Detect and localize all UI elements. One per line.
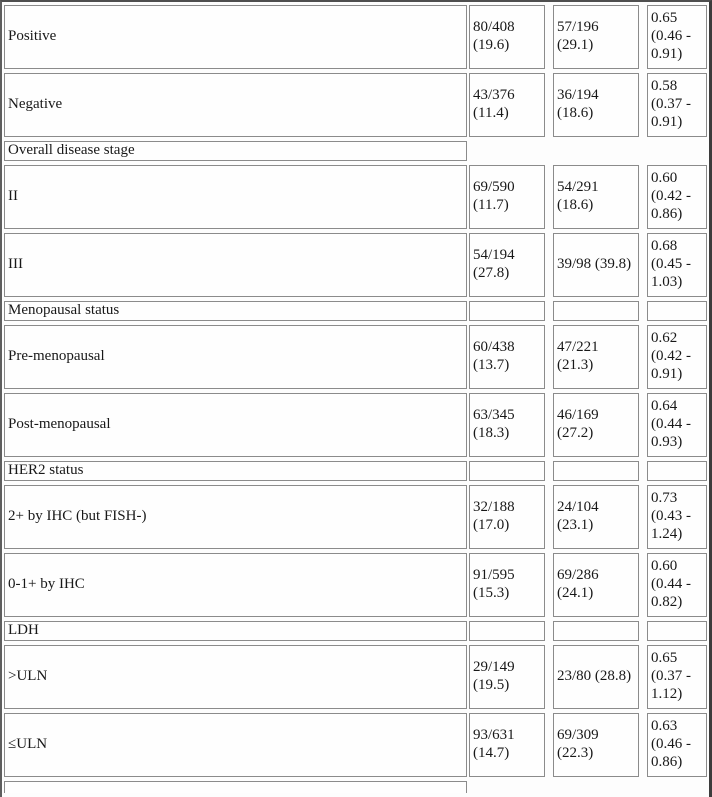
section-label-cell-text: Menopausal status <box>8 302 120 319</box>
category-cell-text: >ULN <box>8 668 48 685</box>
empty-cell <box>553 301 639 321</box>
category-cell <box>4 485 467 549</box>
events-col-b-cell <box>553 73 639 137</box>
events-col-b-cell-text: 39/98 (39.8) <box>557 256 632 273</box>
table-row <box>4 325 707 389</box>
hazard-ratio-cell-text: 0.73 (0.43 - 1.24) <box>651 490 691 542</box>
events-col-a-cell-text: 43/376 (11.4) <box>473 87 515 121</box>
events-col-a-cell-text: 91/595 (15.3) <box>473 567 515 601</box>
events-col-b-cell <box>553 325 639 389</box>
category-cell <box>4 393 467 457</box>
category-cell-text: Pre-menopausal <box>8 348 105 365</box>
events-col-a-cell <box>469 485 545 549</box>
empty-cell <box>553 461 639 481</box>
hazard-ratio-cell-text: 0.62 (0.42 - 0.91) <box>651 330 691 382</box>
events-col-b-cell-text: 36/194 (18.6) <box>557 87 599 121</box>
events-col-a-cell-text: 69/590 (11.7) <box>473 179 515 213</box>
hazard-ratio-cell <box>647 393 707 457</box>
events-col-a-cell-text: 60/438 (13.7) <box>473 339 515 373</box>
hazard-ratio-cell <box>647 553 707 617</box>
section-header-row <box>4 301 707 321</box>
category-cell <box>4 325 467 389</box>
hazard-ratio-cell <box>647 645 707 709</box>
partial-cutoff-row <box>4 781 707 793</box>
hazard-ratio-cell <box>647 485 707 549</box>
category-cell-text: Post-menopausal <box>8 416 111 433</box>
category-cell <box>4 645 467 709</box>
events-col-b-cell-text: 23/80 (28.8) <box>557 668 632 685</box>
events-col-b-cell <box>553 393 639 457</box>
section-label-cell-text: HER2 status <box>8 462 84 479</box>
category-cell-text: 2+ by IHC (but FISH-) <box>8 508 147 525</box>
section-label-cell-text: LDH <box>8 622 39 639</box>
events-col-a-cell-text: 80/408 (19.6) <box>473 19 515 53</box>
events-col-b-cell-text: 47/221 (21.3) <box>557 339 599 373</box>
events-col-b-cell-text: 24/104 (23.1) <box>557 499 599 533</box>
table-row <box>4 485 707 549</box>
events-col-b-cell <box>553 553 639 617</box>
category-cell <box>4 73 467 137</box>
events-col-a-cell <box>469 5 545 69</box>
hazard-ratio-cell <box>647 165 707 229</box>
hazard-ratio-cell <box>647 73 707 137</box>
table-row <box>4 713 707 777</box>
empty-cell <box>469 301 545 321</box>
events-col-b-cell-text: 69/309 (22.3) <box>557 727 599 761</box>
events-col-b-cell-text: 69/286 (24.1) <box>557 567 599 601</box>
events-col-a-cell <box>469 553 545 617</box>
category-cell-text: Positive <box>8 28 57 45</box>
hazard-ratio-cell-text: 0.60 (0.44 - 0.82) <box>651 558 691 610</box>
category-cell-text: 0-1+ by IHC <box>8 576 85 593</box>
category-cell-text: III <box>8 256 23 273</box>
events-col-b-cell <box>553 485 639 549</box>
events-col-a-cell-text: 93/631 (14.7) <box>473 727 515 761</box>
hazard-ratio-cell-text: 0.60 (0.42 - 0.86) <box>651 170 691 222</box>
events-col-a-cell <box>469 233 545 297</box>
table-row <box>4 73 707 137</box>
events-col-b-cell-text: 46/169 (27.2) <box>557 407 599 441</box>
category-cell <box>4 5 467 69</box>
section-label-cell <box>4 301 467 321</box>
category-cell <box>4 165 467 229</box>
events-col-b-cell <box>553 233 639 297</box>
events-col-b-cell <box>553 713 639 777</box>
table-row <box>4 5 707 69</box>
events-col-b-cell <box>553 165 639 229</box>
empty-cell <box>553 621 639 641</box>
empty-cell <box>647 301 707 321</box>
section-header-row <box>4 621 707 641</box>
table-row <box>4 393 707 457</box>
section-label-cell <box>4 141 467 161</box>
hazard-ratio-cell-text: 0.64 (0.44 - 0.93) <box>651 398 691 450</box>
events-col-b-cell <box>553 5 639 69</box>
events-col-a-cell-text: 29/149 (19.5) <box>473 659 515 693</box>
events-col-a-cell <box>469 325 545 389</box>
table-row <box>4 233 707 297</box>
category-cell <box>4 713 467 777</box>
hazard-ratio-cell-text: 0.65 (0.37 - 1.12) <box>651 650 691 702</box>
events-col-a-cell <box>469 165 545 229</box>
hazard-ratio-cell-text: 0.68 (0.45 - 1.03) <box>651 238 691 290</box>
category-cell <box>4 553 467 617</box>
hazard-ratio-cell-text: 0.63 (0.46 - 0.86) <box>651 718 691 770</box>
section-header-row <box>4 461 707 481</box>
table-row <box>4 165 707 229</box>
events-col-a-cell-text: 32/188 (17.0) <box>473 499 515 533</box>
table-row <box>4 553 707 617</box>
events-col-b-cell-text: 54/291 (18.6) <box>557 179 599 213</box>
events-col-a-cell-text: 54/194 (27.8) <box>473 247 515 281</box>
hazard-ratio-cell <box>647 233 707 297</box>
hazard-ratio-cell <box>647 325 707 389</box>
hazard-ratio-cell-text: 0.65 (0.46 - 0.91) <box>651 10 691 62</box>
category-cell-text: II <box>8 188 18 205</box>
category-cell-text: ≤ULN <box>8 736 48 753</box>
section-label-cell-text: Overall disease stage <box>8 142 135 159</box>
events-col-b-cell-text: 57/196 (29.1) <box>557 19 599 53</box>
partial-row-cell <box>4 781 467 793</box>
empty-cell <box>647 461 707 481</box>
section-label-cell <box>4 621 467 641</box>
hazard-ratio-cell <box>647 5 707 69</box>
events-col-a-cell <box>469 645 545 709</box>
section-header-row <box>4 141 707 161</box>
events-col-a-cell <box>469 713 545 777</box>
category-cell <box>4 233 467 297</box>
events-col-b-cell <box>553 645 639 709</box>
section-label-cell <box>4 461 467 481</box>
hazard-ratio-cell <box>647 713 707 777</box>
events-col-a-cell-text: 63/345 (18.3) <box>473 407 515 441</box>
events-col-a-cell <box>469 73 545 137</box>
category-cell-text: Negative <box>8 96 63 113</box>
events-col-a-cell <box>469 393 545 457</box>
table-row <box>4 645 707 709</box>
subgroup-table <box>4 5 707 793</box>
hazard-ratio-cell-text: 0.58 (0.37 - 0.91) <box>651 78 691 130</box>
empty-cell <box>469 461 545 481</box>
empty-cell <box>469 621 545 641</box>
empty-cell <box>647 621 707 641</box>
